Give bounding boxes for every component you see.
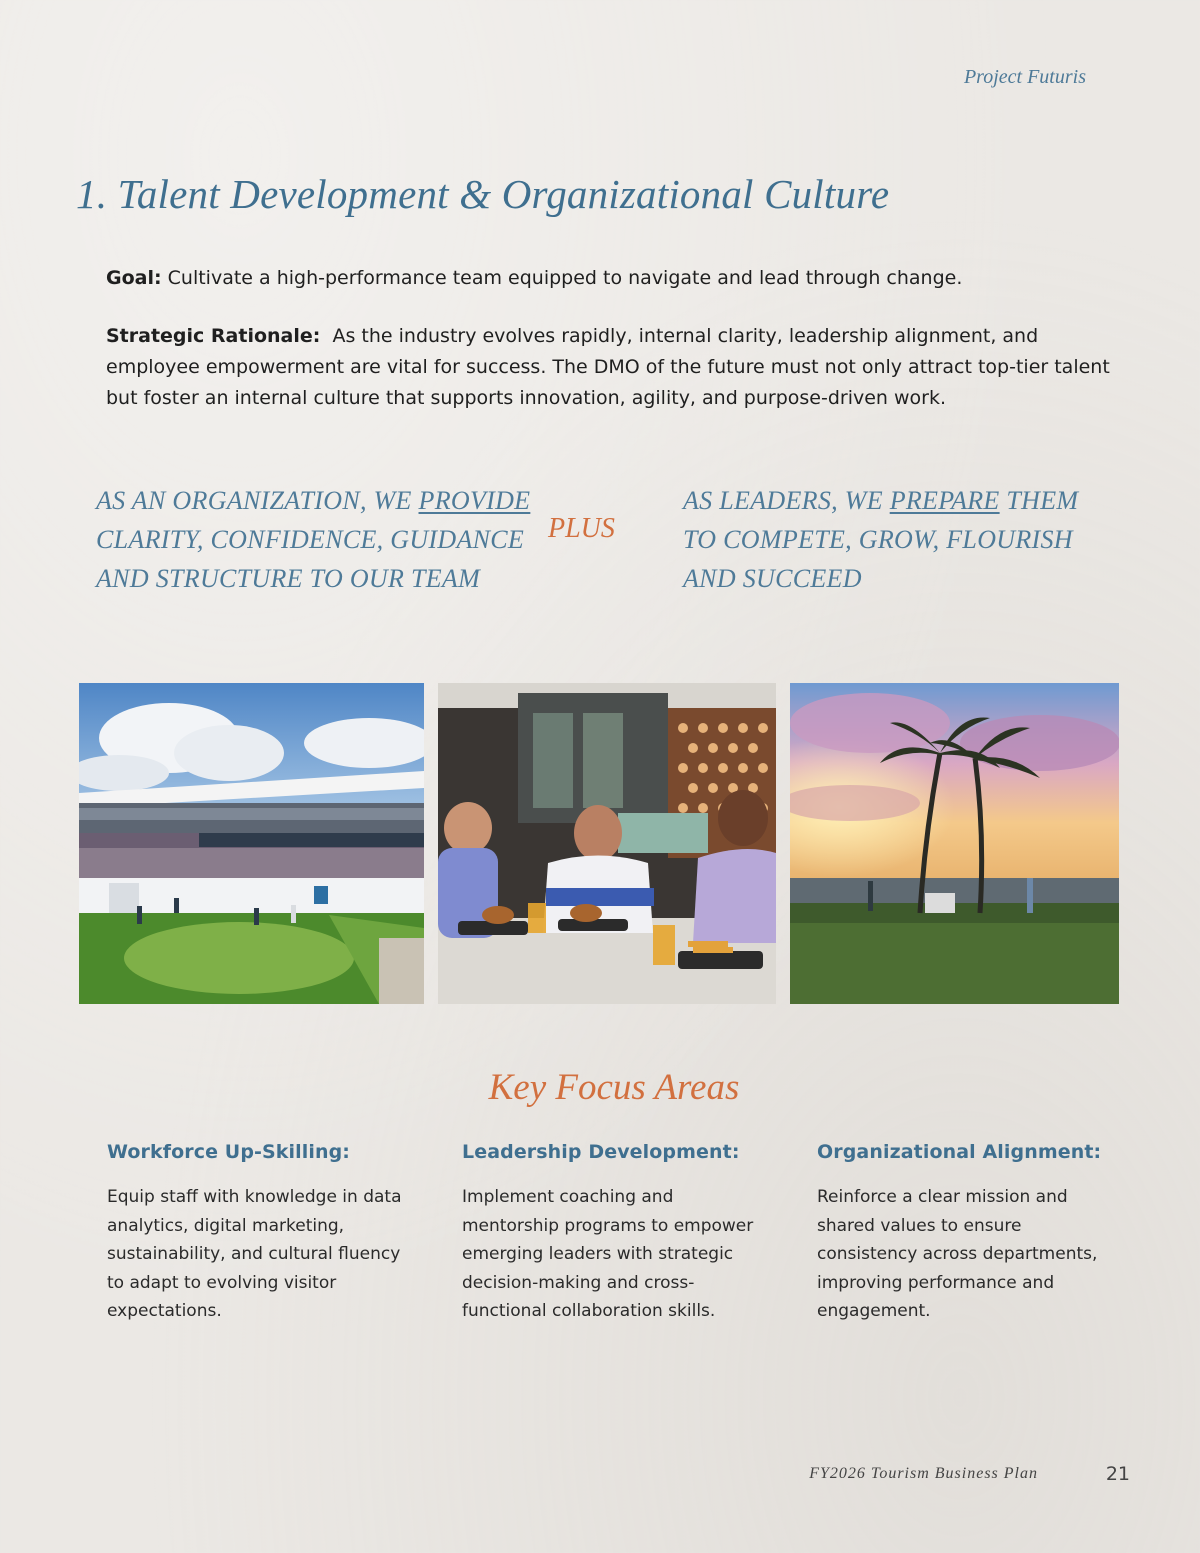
organization-statement-rest: CLARITY, CONFIDENCE, GUIDANCE AND STRUCTURE TO OUR TEAM: [96, 525, 525, 593]
restaurant-dining-illustration: [438, 683, 776, 1004]
organization-statement: [96, 481, 536, 598]
goal-paragraph: [106, 263, 1126, 294]
leaders-statement-lead: AS LEADERS, WE: [683, 486, 890, 515]
running-header: Project Futuris: [963, 66, 1086, 88]
focus-area-alignment: [817, 1141, 1117, 1326]
sunset-golf-illustration: [790, 683, 1119, 1004]
golf-tournament-photo: [79, 683, 424, 1004]
goal-text: Cultivate a high-performance team equipped to navigate and lead through change.: [167, 267, 963, 289]
key-focus-areas-title: Key Focus Areas: [488, 1067, 740, 1108]
organization-statement-lead: AS AN ORGANIZATION, WE: [96, 486, 419, 515]
golf-tournament-illustration: [79, 683, 424, 1004]
plus-connector: PLUS: [548, 513, 615, 544]
goal-label: Goal:: [106, 267, 162, 289]
rationale-text: As the industry evolves rapidly, internal clarity, leadership alignment, and employee empowerment are vital for success. The DMO of the future must not only attract top-tier talent but foster an internal culture that supports innovation, agility, and purpose-driven work.: [106, 325, 1110, 409]
rationale-paragraph: [106, 321, 1126, 414]
leaders-statement-rest: THEM TO COMPETE, GROW, FLOURISH AND SUCCEED: [683, 486, 1079, 593]
focus-area-leadership: [462, 1141, 762, 1326]
footer-document-title: FY2026 Tourism Business Plan: [809, 1465, 1038, 1482]
organization-statement-emphasis: PROVIDE: [418, 486, 531, 515]
restaurant-dining-photo: [438, 683, 776, 1004]
focus-area-text: Equip staff with knowledge in data analytics, digital marketing, sustainability, and cultural fluency to adapt to evolving visitor expectations.: [107, 1187, 402, 1321]
focus-area-text: Implement coaching and mentorship programs to empower emerging leaders with strategic decision-making and cross-functional collaboration skills.: [462, 1187, 754, 1321]
rationale-label: Strategic Rationale:: [106, 325, 321, 347]
focus-area-heading: Leadership Development:: [462, 1141, 740, 1163]
focus-area-heading: Organizational Alignment:: [817, 1141, 1102, 1163]
focus-area-text: Reinforce a clear mission and shared values to ensure consistency across departments, improving performance and engagement.: [817, 1187, 1098, 1321]
leaders-statement-emphasis: PREPARE: [889, 486, 1000, 515]
focus-area-workforce: [107, 1141, 407, 1326]
page-number: 21: [1105, 1463, 1130, 1485]
focus-area-heading: Workforce Up-Skilling:: [107, 1141, 351, 1163]
sunset-golf-photo: [790, 683, 1119, 1004]
section-title: 1. Talent Development & Organizational Culture: [76, 171, 890, 217]
leaders-statement: [683, 481, 1113, 598]
